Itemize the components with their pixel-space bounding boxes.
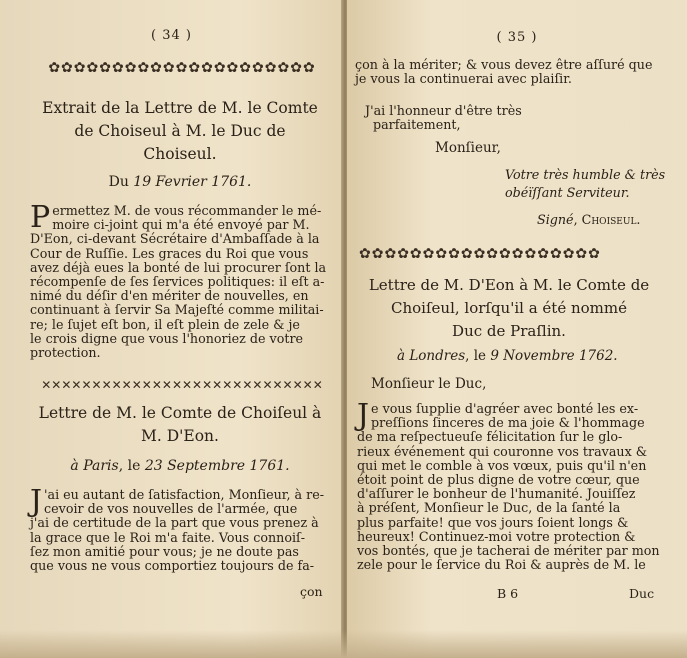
text-line: avez déjà eues la bonté de lui procurer ſont la (30, 259, 327, 275)
letter-date (30, 458, 330, 474)
text-line: nimé du déſir d'en mériter de nouvelles, en (30, 288, 309, 304)
right-page (347, 0, 687, 658)
extract-heading-line: Choiseul. (143, 145, 217, 163)
extract-date (30, 174, 330, 190)
text-line: plus parfaite! que vos jours ſoient longs & (357, 514, 629, 530)
text-line: ermettez M. de vous récommander le mé- (52, 203, 322, 218)
text-line: heureux! Continuez-moi votre protection & (357, 528, 636, 544)
letter-heading-line: Duc de Praſlin. (452, 322, 566, 340)
text-line: j'ai de certitude de la part que vous prenez à (30, 515, 319, 531)
page-number-right: ( 35 ) (496, 30, 538, 45)
text-line: zele pour le ſervice du Roi & auprès de M. le (357, 557, 646, 573)
letter-heading-line: Choiſeul, lorſqu'il a été nommé (391, 299, 627, 317)
signature-mark: B 6 (497, 586, 519, 601)
salutation: Monſieur, (435, 140, 501, 156)
extract-date-value: 19 Fevrier 1761. (133, 174, 252, 190)
text-line: moire ci-joint qui m'a été envoyé par M. (52, 217, 310, 233)
ornament-band: ✿✿✿✿✿✿✿✿✿✿✿✿✿✿✿✿✿✿✿✿✿ (48, 60, 316, 76)
text-line: cevoir de vos nouvelles de l'armée, que (44, 501, 298, 517)
letter-heading-line: M. D'Eon. (141, 427, 219, 445)
text-line: Votre très humble & très (505, 167, 666, 182)
letter-heading (349, 274, 669, 343)
text-line: d'aſſurer le bonheur de l'humanité. Jouiſſez (357, 486, 636, 502)
text-line: e vous ſupplie d'agréer avec bonté les ex- (371, 401, 639, 416)
divider-rule: ✕✕✕✕✕✕✕✕✕✕✕✕✕✕✕✕✕✕✕✕✕✕✕✕✕✕✕✕ (41, 378, 323, 392)
letter-date-connector: , le (118, 458, 141, 474)
extract-heading (30, 97, 330, 166)
text-line: rieux événement qui couronne vos travaux & (357, 443, 648, 459)
text-line: J'ai l'honneur d'être très (365, 103, 522, 118)
text-line: çon à la mériter; & vous devez être aſſuré que (355, 57, 653, 72)
drop-cap: J (30, 484, 43, 519)
text-line: 'ai eu autant de ſatisfaction, Monſieur, à re- (44, 487, 325, 502)
text-line: preſſions ſinceres de ma joie & l'hommage (371, 415, 645, 431)
text-line: continuant à ſervir Sa Majeſté comme militai- (30, 302, 324, 318)
text-line: récompenſe de ſes ſervices politiques: il eſt a- (30, 274, 325, 290)
letter-heading (30, 402, 330, 448)
text-line: obéïſſant Serviteur. (505, 185, 630, 200)
extract-body (30, 200, 336, 361)
text-line: parfaitement, (373, 117, 461, 133)
catchword: Duc (629, 586, 655, 601)
text-line: le crois digne que vous l'honoriez de votre (30, 330, 304, 346)
left-page (0, 0, 343, 658)
letter-body (30, 484, 336, 574)
signature-prefix: Signé (537, 212, 574, 227)
closing-formula (365, 104, 655, 132)
letter-date-place: à Londres (397, 348, 466, 364)
text-line: qui met le comble à vos vœux, puis qu'il n'en (357, 457, 647, 473)
text-line: D'Eon, ci-devant Sécrétaire d'Ambaſſade à la (30, 231, 320, 247)
letter-heading-line: Lettre de M. D'Eon à M. le Comte de (368, 276, 650, 294)
text-line: la grace que le Roi m'a faite. Vous connoiſ- (30, 529, 305, 545)
letter-body (357, 398, 675, 573)
text-line: vos bontés, que je tacherai de mériter par mon (357, 543, 660, 559)
closing-lines (505, 166, 665, 202)
letter-date-place: à Paris (70, 458, 119, 474)
text-line: de ma reſpectueuſe félicitation ſur le glo- (357, 429, 623, 445)
drop-cap: J (357, 398, 370, 433)
catchword: çon (300, 584, 323, 599)
text-line: Cour de Ruſſie. Les graces du Roi que vous (30, 245, 309, 261)
ornament-band: ✿✿✿✿✿✿✿✿✿✿✿✿✿✿✿✿✿✿✿ (359, 246, 601, 262)
extract-date-prefix: Du (108, 174, 129, 190)
text-line: ſez mon amitié pour vous; je ne doute pas (30, 543, 299, 559)
letter-heading-line: Lettre de M. le Comte de Choiſeul à (38, 404, 322, 422)
text-line: protection. (30, 345, 101, 361)
letter-date (397, 348, 618, 364)
letter-date-value: 9 Novembre 1762. (490, 348, 618, 364)
text-line: re; le ſujet eſt bon, il eſt plein de zele & je (30, 316, 300, 332)
letter-date-value: 23 Septembre 1761. (144, 458, 290, 474)
text-line: à préſent, Monſieur le Duc, de la ſanté la (357, 500, 621, 516)
page-number-left: ( 34 ) (151, 28, 192, 43)
letter-date-connector: , le (465, 348, 487, 364)
extract-heading-line: Extrait de la Lettre de M. le Comte (42, 99, 318, 117)
signature-name: , Choiseul. (573, 212, 641, 227)
signature (537, 213, 677, 227)
text-line: je vous la continuerai avec plaiſir. (355, 71, 572, 87)
greeting: Monſieur le Duc, (371, 376, 487, 392)
page-bottom-shadow (0, 630, 687, 658)
text-line: étoit point de plus digne de votre cœur, que (357, 472, 640, 488)
drop-cap: P (30, 200, 51, 235)
text-line: que vous ne vous comportiez toujours de fa- (30, 558, 315, 574)
extract-heading-line: de Choiseul à M. le Duc de (74, 122, 286, 140)
continued-text (355, 58, 655, 86)
